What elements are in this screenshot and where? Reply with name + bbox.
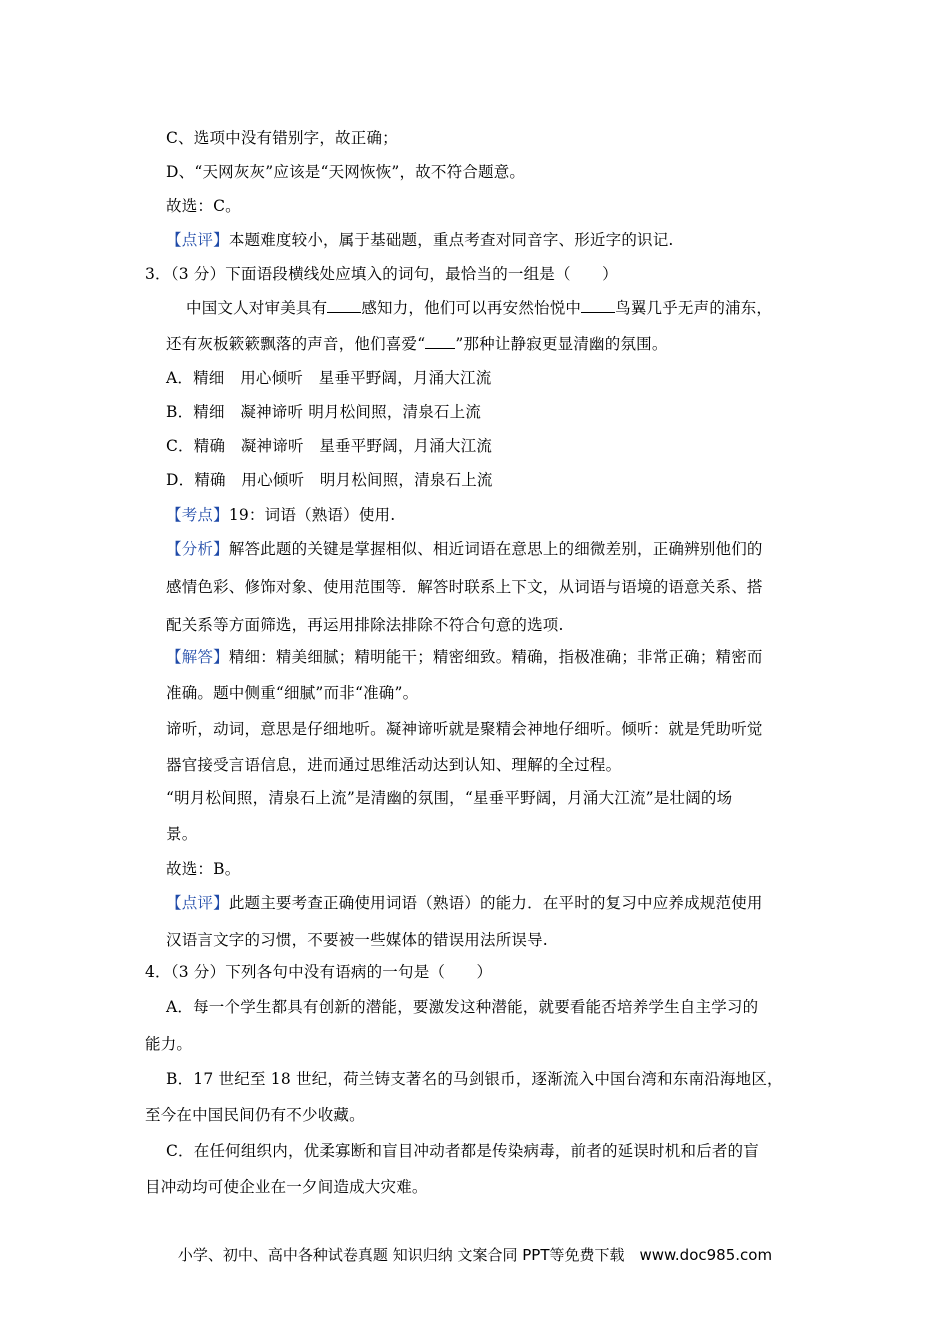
- section-tag: 【解答】: [166, 648, 229, 666]
- text-line: [166, 402, 481, 422]
- text-span: 4．（3 分）下列各句中没有语病的一句是（ ）: [145, 963, 493, 981]
- text-line: [166, 997, 758, 1017]
- text-line: [186, 298, 772, 318]
- text-line: [166, 505, 395, 525]
- fill-blank: [581, 298, 615, 313]
- text-line: [145, 1177, 428, 1197]
- text-span: 景。: [166, 825, 198, 843]
- text-span: 能力。: [145, 1035, 193, 1053]
- text-line: [166, 577, 763, 597]
- text-span: B．17 世纪至 18 世纪，荷兰铸支著名的马剑银币，逐渐流入中国台湾和东南沿海地区，: [166, 1070, 783, 1088]
- text-span: 准确。题中侧重“细腻”而非“准确”。: [166, 684, 419, 702]
- text-line: [166, 1069, 783, 1089]
- text-span: 此题主要考查正确使用词语（熟语）的能力．在平时的复习中应养成规范使用: [228, 894, 763, 912]
- text-span: D、“天网灰灰”应该是“天网恢恢”，故不符合题意。: [166, 163, 526, 181]
- text-span: 感情色彩、修饰对象、使用范围等．解答时联系上下文，从词语与语境的语意关系、搭: [166, 578, 763, 596]
- text-span: D．精确 用心倾听 明月松间照，清泉石上流: [166, 471, 493, 489]
- text-span: 还有灰板簌簌飘落的声音，他们喜爱“: [166, 335, 426, 353]
- text-line: [166, 755, 621, 775]
- text-span: 目冲动均可使企业在一夕间造成大灾难。: [145, 1178, 428, 1196]
- text-span: 配关系等方面筛选，再运用排除法排除不符合句意的选项.: [166, 616, 564, 634]
- text-span: 解答此题的关键是掌握相似、相近词语在意思上的细微差别，正确辨别他们的: [228, 540, 763, 558]
- text-span: 3．（3 分）下面语段横线处应填入的词句，最恰当的一组是（ ）: [145, 265, 618, 283]
- text-line: [166, 539, 763, 559]
- text-line: [166, 230, 674, 250]
- fill-blank: [327, 298, 361, 313]
- text-line: [166, 859, 240, 879]
- text-line: [145, 962, 492, 982]
- text-span: C、选项中没有错别字，故正确；: [166, 129, 398, 147]
- text-line: [166, 196, 241, 216]
- text-line: [166, 368, 491, 388]
- text-line: [166, 647, 763, 667]
- text-span: “明月松间照，清泉石上流”是清幽的氛围，“星垂平野阔，月涌大江流”是壮阔的场: [166, 789, 733, 807]
- text-span: A．每一个学生都具有创新的潜能，要激发这种潜能，就要看能否培养学生自主学习的: [166, 998, 759, 1016]
- text-line: [166, 719, 763, 739]
- text-line: [166, 788, 732, 808]
- text-span: A．精细 用心倾听 星垂平野阔，月涌大江流: [166, 369, 492, 387]
- fill-blank: [425, 334, 455, 349]
- text-span: 精细：精美细腻；精明能干；精密细致。精确，指极准确；非常正确；精密而: [228, 648, 763, 666]
- text-span: 谛听，动词，意思是仔细地听。凝神谛听就是聚精会神地仔细听。倾听：就是凭助听觉: [166, 720, 763, 738]
- text-span: 故选：C。: [166, 197, 241, 215]
- text-span: B．精细 凝神谛听 明月松间照，清泉石上流: [166, 403, 482, 421]
- text-line: [166, 615, 564, 635]
- text-line: [166, 436, 492, 456]
- text-span: 器官接受言语信息，进而通过思维活动达到认知、理解的全过程。: [166, 756, 622, 774]
- section-tag: 【点评】: [166, 894, 229, 912]
- section-tag: 【分析】: [166, 540, 229, 558]
- text-span: C．精确 凝神谛听 星垂平野阔，月涌大江流: [166, 437, 493, 455]
- text-span: C．在任何组织内，优柔寡断和盲目冲动者都是传染病毒，前者的延误时机和后者的盲: [166, 1142, 759, 1160]
- text-span: 本题难度较小，属于基础题，重点考查对同音字、形近字的识记.: [228, 231, 674, 249]
- text-line: [166, 930, 548, 950]
- text-line: [166, 128, 398, 148]
- text-line: [166, 824, 197, 844]
- page-footer: 小学、初中、高中各种试卷真题 知识归纳 文案合同 PPT等免费下载 www.doc985.com: [177, 1246, 773, 1264]
- text-span: 汉语言文字的习惯，不要被一些媒体的错误用法所误导.: [166, 931, 548, 949]
- text-span: 至今在中国民间仍有不少收藏。: [145, 1106, 365, 1124]
- text-span: 鸟翼几乎无声的浦东，: [615, 299, 773, 317]
- text-line: [166, 334, 668, 354]
- text-span: 中国文人对审美具有: [186, 299, 328, 317]
- text-line: [166, 470, 493, 490]
- text-line: [166, 683, 418, 703]
- text-line: [166, 1141, 759, 1161]
- section-tag: 【考点】: [166, 506, 229, 524]
- text-line: [145, 264, 618, 284]
- text-span: 19：词语（熟语）使用.: [228, 506, 396, 524]
- text-span: ”那种让静寂更显清幽的氛围。: [455, 335, 668, 353]
- text-line: [145, 1034, 192, 1054]
- text-line: [166, 893, 763, 913]
- section-tag: 【点评】: [166, 231, 229, 249]
- text-line: [145, 1105, 365, 1125]
- text-span: 故选：B。: [166, 860, 241, 878]
- text-span: 感知力，他们可以再安然怡悦中: [361, 299, 582, 317]
- text-line: [166, 162, 525, 182]
